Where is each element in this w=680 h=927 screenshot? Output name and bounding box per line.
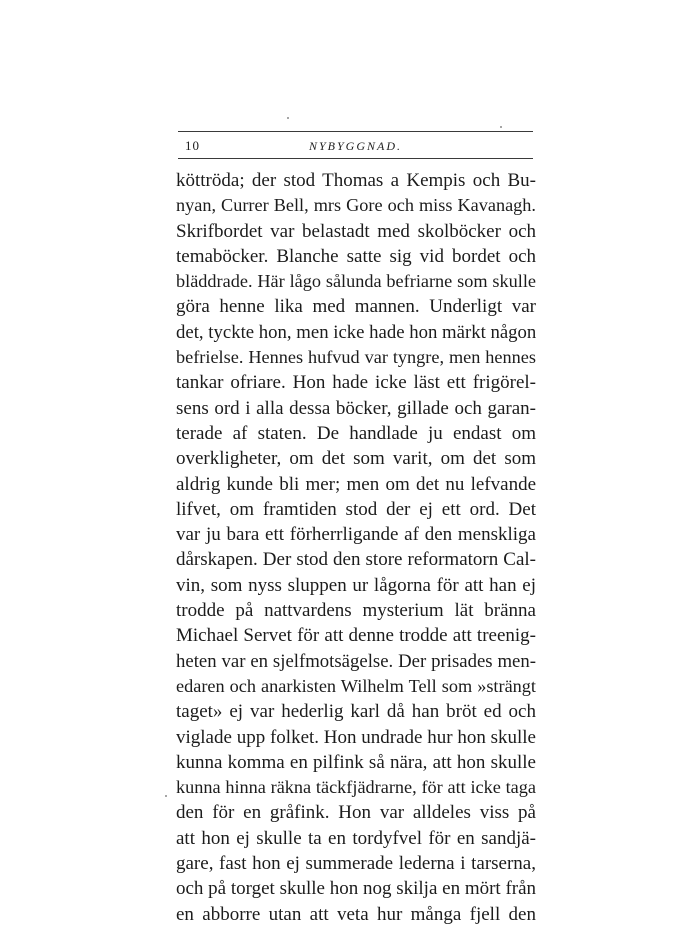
text-line: vin, som nyss sluppen ur lågorna för att han ej: [176, 574, 536, 596]
text-line: göra henne lika med mannen. Underligt var: [176, 296, 536, 318]
text-line: befrielse. Hennes hufvud var tyngre, men hennes: [176, 347, 536, 368]
text-line: sens ord i alla dessa böcker, gillade och garan-: [176, 397, 536, 419]
header-rule-top: [178, 131, 533, 132]
paper-speck: [165, 795, 167, 797]
text-line: den för en gråfink. Hon var alldeles viss på: [176, 802, 536, 824]
body-text: [176, 168, 536, 927]
text-line: taget» ej var hederlig karl då han bröt ed och: [176, 701, 536, 723]
text-line: aldrig kunde bli mer; men om det nu lefvande: [176, 473, 536, 495]
text-line: gare, fast hon ej summerade lederna i tarserna,: [176, 853, 536, 875]
text-line: dårskapen. Der stod den store reformatorn Cal-: [176, 549, 536, 571]
paper-speck: [500, 126, 502, 128]
text-line: kunna hinna räkna täckfjädrarne, för att icke taga: [176, 777, 536, 798]
text-line: terade af staten. De handlade ju endast om: [176, 422, 536, 444]
text-line: att hon ej skulle ta en tordyfvel för en sandjä-: [176, 827, 536, 849]
text-line: det, tyckte hon, men icke hade hon märkt någon: [176, 321, 537, 343]
text-line: lifvet, om framtiden stod der ej ett ord. Det: [176, 498, 536, 520]
text-line: temaböcker. Blanche satte sig vid bordet och: [176, 245, 536, 267]
text-line: bläddrade. Här lågo sålunda befriarne som skulle: [176, 271, 536, 292]
text-line: trodde på nattvardens mysterium lät bränna: [176, 600, 536, 622]
text-line: Skrifbordet var belastadt med skolböcker och: [176, 220, 536, 242]
text-line: köttröda; der stod Thomas a Kempis och Bu-: [176, 170, 536, 191]
text-line: tankar ofriare. Hon hade icke läst ett frigörel-: [176, 372, 536, 394]
text-line: en abborre utan att veta hur många fjell den: [176, 903, 536, 925]
text-line: overkligheter, om det som varit, om det som: [176, 448, 536, 470]
text-line: och på torget skulle hon nog skilja en mört från: [176, 878, 537, 900]
text-line: nyan, Currer Bell, mrs Gore och miss Kavanagh.: [176, 195, 536, 216]
header-rule-bottom: [178, 158, 533, 159]
text-line: var ju bara ett förherrligande af den menskliga: [176, 524, 536, 546]
text-line: heten var en sjelfmotsägelse. Der prisades men-: [176, 650, 536, 672]
running-head: [178, 137, 533, 155]
running-title: NYBYGGNAD.: [308, 139, 402, 153]
text-line: kunna komma en pilfink så nära, att hon skulle: [176, 751, 536, 773]
text-line: Michael Servet för att denne trodde att treenig-: [176, 625, 536, 647]
paper-speck: [287, 117, 289, 119]
page-number: 10: [185, 138, 200, 153]
text-line: edaren och anarkisten Wilhelm Tell som »strängt: [176, 675, 536, 696]
text-line: viglade upp folket. Hon undrade hur hon skulle: [176, 726, 536, 748]
